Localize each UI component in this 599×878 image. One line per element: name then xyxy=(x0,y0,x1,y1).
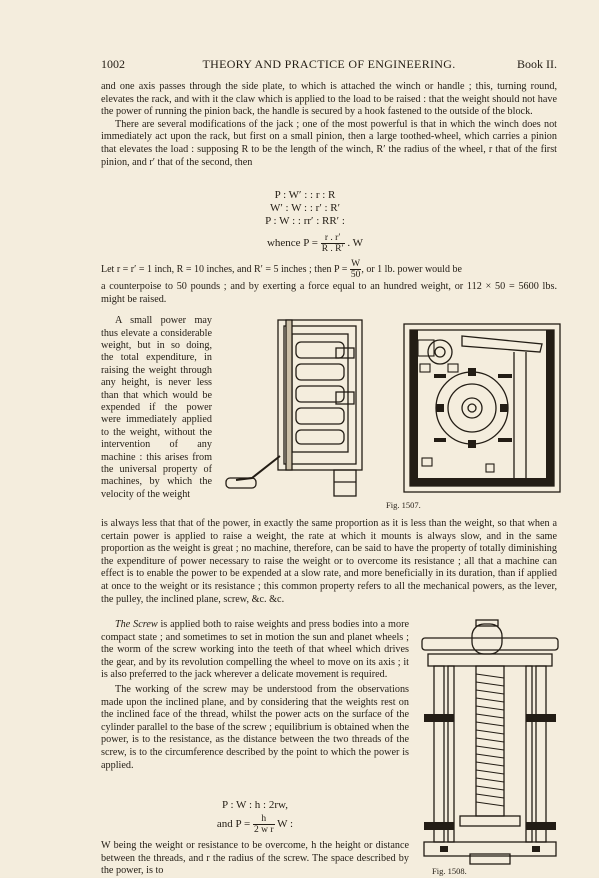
equation-line: W′ : W : : r′ : R′ xyxy=(269,202,341,214)
example-line xyxy=(101,259,557,280)
running-header xyxy=(101,57,557,73)
fraction-denominator: 50 xyxy=(350,270,361,280)
paragraph-jack-modifications: There are several modifications of the jack ; one of the most powerful is that in which the winch does not immediately act upon the rack, but first on a small pinion, then a large toothed-wheel, which carries a pinion that elevates the load : supposing R to be the length of the winch, R′ the radius of the wheel, r that of the first pinion, and r′ that of the second, then xyxy=(101,118,557,168)
book-label: Book II. xyxy=(517,57,557,71)
paragraph-screw-working: The working of the screw may be understood from the observations made upon the inclined plane, and by considering that the weights rest on the inclined face of the thread, whilst the power acts on the surface of the cylinder parallel to the base of the screw ; equilibrium is obtained when the power, is to the resistance, as the distance between the two threads of the screw, is to the circumference described by the point to which the power is applied. xyxy=(101,683,409,771)
equation-text: W : xyxy=(277,818,294,831)
equation-screw-power xyxy=(190,814,320,835)
text-block-counterpoise xyxy=(101,281,557,306)
equation-whence xyxy=(220,233,410,254)
screw-press-figure xyxy=(420,618,560,868)
equation-line: P : W : h : 2rw, xyxy=(221,799,288,811)
jack-figure xyxy=(222,318,564,510)
equation-text: and P = xyxy=(216,818,251,831)
example-text: , or 1 lb. power would be xyxy=(361,263,462,275)
text-block-machines xyxy=(101,518,557,606)
example-text: Let r = r′ = 1 inch, R = 10 inches, and R′ = 5 inches ; then P = xyxy=(101,263,348,275)
running-title: THEORY AND PRACTICE OF ENGINEERING. xyxy=(202,57,456,71)
page-number: 1002 xyxy=(101,57,125,71)
equation-line: P : W : : rr′ : RR′ : xyxy=(265,215,345,227)
paragraph-screw-weight: W being the weight or resistance to be overcome, h the height or distance between the threads, and r the radius of the screw. The space described by the power, is to xyxy=(101,840,409,877)
paragraph-screw-text: is applied both to raise weights and press bodies into a more compact state ; and sometimes to set in motion the sun and planet wheels ; the worm of the screw working into the teeth of that wheel which drives the gear, and by its revolution compelling the wheel to move on its axis ; it is also preferred to the jack wherever a delicate movement is required. xyxy=(101,619,409,681)
paragraph-machines: is always less that that of the power, in exactly the same proportion as it is less than the weight, so that when a certain power is applied to raise a weight, the rate at which it mounts is always slow, and in the same proportion as the weight is great ; no machine, therefore, can be said to have the property of totally diminishing the expenditure of power necessary to raise the weight or to overcome its resistance ; all that a machine can effect is to enable the power to be expended at a slow rate, and more beneficially in its duration, than if applied at once to the weight or its resistance ; this common property refers to all the mechanical powers, as the lever, the pulley, the inclined plane, screw, &c. &c. xyxy=(101,518,557,605)
equation-text: . W xyxy=(347,237,364,250)
paragraph-screw xyxy=(101,619,409,682)
fraction xyxy=(253,814,275,835)
fraction-denominator: R . R′ xyxy=(321,244,344,254)
equation-block-jack xyxy=(230,189,380,228)
fraction-numerator: h xyxy=(253,814,275,825)
screw-term: The Screw xyxy=(115,619,158,630)
text-block-screw xyxy=(101,619,409,772)
equation-line: P : W′ : : r : R xyxy=(274,189,336,201)
equation-block-screw xyxy=(200,799,310,812)
fraction-denominator: 2 w r xyxy=(253,825,274,835)
figure-caption: Fig. 1508. xyxy=(432,866,467,876)
text-block-narrow xyxy=(101,305,212,511)
fraction xyxy=(350,259,362,280)
text-block-top xyxy=(101,81,557,169)
fraction xyxy=(321,233,345,254)
fraction-numerator: W xyxy=(351,259,361,269)
equation-text: whence P = xyxy=(266,237,318,250)
paragraph-counterpoise: a counterpoise to 50 pounds ; and by exerting a force equal to an hundred weight, or 112 × 50 = 5600 lbs. might be raised. xyxy=(101,281,557,305)
paragraph-small-power: A small power may thus elevate a considerable weight, but in so doing, the total expenditure, in raising the weight through any height, is never less than that which would be expended if the power were immediately applied to the weight, without the intervention of any machine : this arises from the universal property of machines, by which the velocity of the weight xyxy=(101,315,212,500)
paragraph-jack-handle: and one axis passes through the side plate, to which is attached the winch or handle ; this, turning round, elevates the rack, and with it the claw which is applied to the load to be raised : that the weight should not have the power of running the pinion back, the handle is secured by a hook fastened to the outside of the block. xyxy=(101,81,557,118)
text-block-screw-end xyxy=(101,840,409,878)
fraction-numerator: r . r′ xyxy=(321,233,345,244)
figure-caption: Fig. 1507. xyxy=(386,500,421,510)
